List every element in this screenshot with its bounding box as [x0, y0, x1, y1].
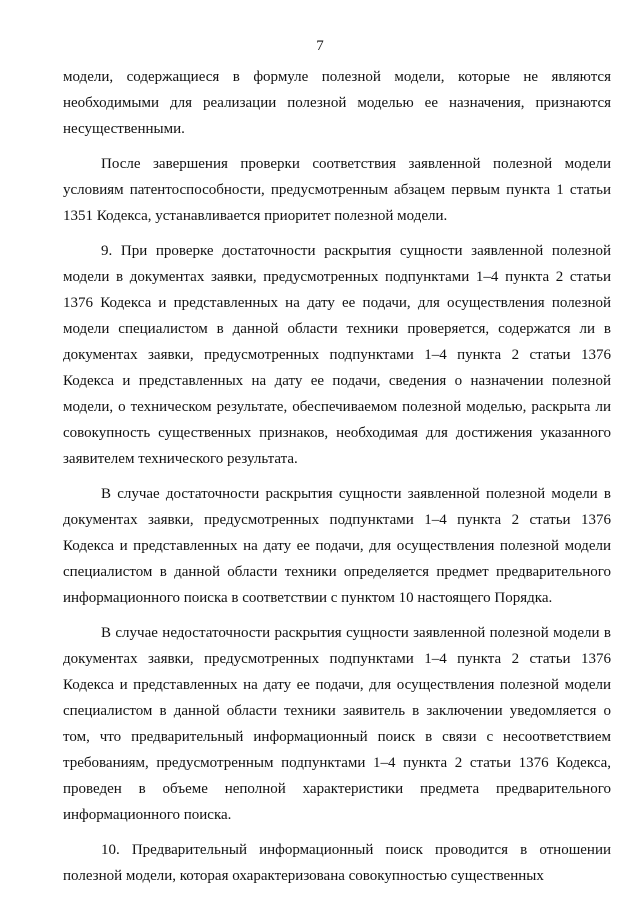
paragraph-item-9: 9. При проверке достаточности раскрытия сущности заявленной полезной модели в документах заявки, предусмотренных подпунктами 1–4 пункта 2 статьи 1376 Кодекса и представленных на дату ее подачи, для осуществления полезной модели специалистом в данной области техники проверяется, содержатся ли в документах заявки, предусмотренных подпунктами 1–4 пункта 2 статьи 1376 Кодекса и представленных на дату ее подачи, сведения о назначении полезной модели, о техническом результате, обеспечиваемом полезной моделью, раскрыта ли совокупность существенных признаков, необходимая для достижения указанного заявителем технического результата. — [63, 243, 611, 467]
body-text — [63, 64, 611, 889]
paragraph-item-10: 10. Предварительный информационный поиск проводится в отношении полезной модели, которая охарактеризована совокупностью существенных — [63, 842, 611, 884]
paragraph-continuation: модели, содержащиеся в формуле полезной модели, которые не являются необходимыми для реализации полезной моделью ее назначения, признаются несущественными. — [63, 69, 611, 137]
page-number: 7 — [316, 38, 324, 54]
paragraph-insufficient-disclosure: В случае недостаточности раскрытия сущности заявленной полезной модели в документах заявки, предусмотренных подпунктами 1–4 пункта 2 статьи 1376 Кодекса и представленных на дату ее подачи, для осуществления полезной модели специалистом в данной области техники заявитель в заключении уведомляется о том, что предварительный информационный поиск в связи с несоответствием требованиям, предусмотренным подпунктами 1–4 пункта 2 статьи 1376 Кодекса, проведен в объеме неполной характеристики предмета предварительного информационного поиска. — [63, 625, 611, 823]
paragraph-priority: После завершения проверки соответствия заявленной полезной модели условиям патентоспособности, предусмотренным абзацем первым пункта 1 статьи 1351 Кодекса, устанавливается приоритет полезной модели. — [63, 156, 611, 224]
paragraph-sufficient-disclosure: В случае достаточности раскрытия сущности заявленной полезной модели в документах заявки, предусмотренных подпунктами 1–4 пункта 2 статьи 1376 Кодекса и представленных на дату ее подачи, для осуществления полезной модели специалистом в данной области техники определяется предмет предварительного информационного поиска в соответствии с пунктом 10 настоящего Порядка. — [63, 486, 611, 606]
